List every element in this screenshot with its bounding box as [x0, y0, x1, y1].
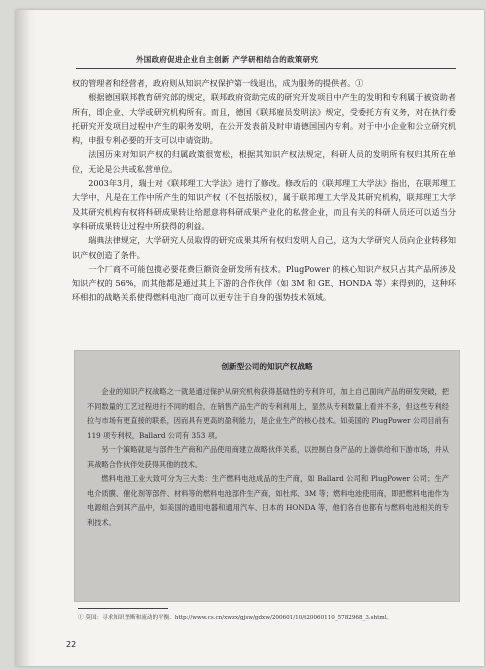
paragraph: 瑞典法律规定，大学研究人员取得的研究成果其所有权归发明人自己，这为大学研究人员向企业转移知识产权创造了条件。	[72, 235, 456, 260]
sidebar-box-body	[87, 385, 449, 530]
paragraph: 权的管理者和经营者，政府则从知识产权保护第一线退出，成为服务的提供者。①	[72, 78, 364, 88]
body-text	[72, 76, 456, 305]
paragraph: 一个厂商不可能包揽必要花费巨额资金研发所有技术。PlugPower 的核心知识产权只占其产品所涉及知识产权的 56%，而其他都是通过其上下游的合作伙伴（如 3M 和 GE、HONDA 等）来得到的，这种环环相扣的战略关系使得燃料电池厂商可以更专注于自身的强势技术领域。	[72, 263, 456, 303]
sidebar-box	[74, 350, 460, 602]
book-page	[16, 10, 484, 666]
box-paragraph: 另一个策略就是与部件生产商和产品使用商建立战略伙伴关系，以控制自身产品的上游供给和下游市场，并从其战略合作伙伴处获得其他的技术。	[87, 445, 449, 469]
paragraph: 根据德国联邦教育研究部的规定，联邦政府资助完成的研究开发项目中产生的发明和专利属于被资助者所有，即企业、大学或研究机构所有。而且，德国《联邦雇员发明法》规定，受委托方有义务，对在执行委托研究开发项目过程中产生的职务发明，在公开发表前及时申请德国国内专利。对于中小企业和公立研究机构，申报专利必要的开支可以申请资助。	[72, 92, 456, 146]
footnote-rule	[78, 608, 168, 609]
sidebar-box-title: 创新型公司的知识产权战略	[221, 362, 313, 371]
page-gutter-shadow	[16, 10, 36, 666]
paragraph: 法国历来对知识产权的归属政策很宽松，根据其知识产权法规定，科研人员的发明所有权归其所在单位，无论是公共或私营单位。	[72, 149, 456, 174]
header-rule	[76, 68, 456, 69]
box-paragraph: 企业的知识产权战略之一就是通过保护从研究机构获得基础性的专利许可，加上自己面向产品的研发突破，把不同数量的工艺过程进行不同的组合，在销售产品生产的专利利用上，显然从专利数量上看并不多，但这些专利经拉与市场有更直接的联系，因而具有更高的盈利能力，是企业生产的核心技术。如美国的 PlugPower 公司目前有 119 项专利权，Ballard 公司有 353 项。	[87, 387, 449, 440]
page-number: 22	[66, 640, 77, 649]
box-paragraph: 燃料电池工业大致可分为三大类：生产燃料电池成品的生产商，如 Ballard 公司和 PlugPower 公司；生产电介质膜、催化剂等部件、材料等的燃料电池部件生产商，如杜邦、3M 等；燃料电池使用商，即把燃料电池作为电源组合到其产品中，如美国的通用电器和通用汽车、日本的 HONDA 等，他们各自也都有与燃料电池相关的专利技术。	[87, 474, 449, 527]
paragraph: 2003年3月，瑞士对《联邦理工大学法》进行了修改。修改后的《联邦理工大学法》指出，在联邦理工大学中，凡是在工作中所产生的知识产权（不包括版权），属于联邦理工大学及其研究机构，联邦理工大学及其研究机构有权将科研成果转让给愿意将科研成果产业化的私营企业，而且有关的科研人员还可以适当分享科研成果转让过程中所获得的利益。	[72, 178, 456, 231]
footnote: ① 莫国：寻求知识垄断和流动的平衡．http://www.cs.cn/xwzx/gjsw/gdxw/200601/10/t20060110_5782968_3.shtml。	[78, 615, 393, 621]
running-head: 外国政府促进企业自主创新 产学研相结合的政策研究	[136, 55, 319, 64]
